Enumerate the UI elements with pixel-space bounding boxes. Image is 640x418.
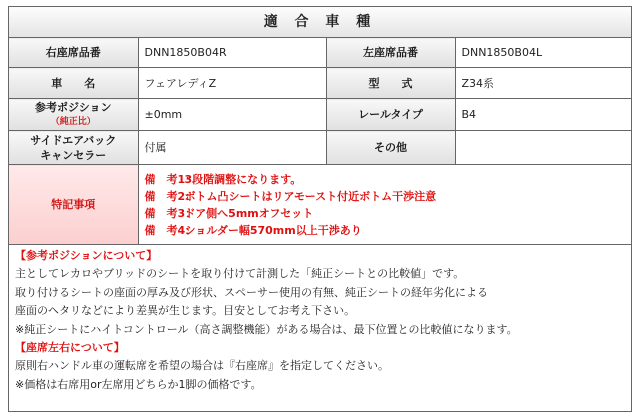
vehicle-name-label: 車 名 [9,68,138,99]
seat-side-info-line: 原則右ハンドル車の運転席を希望の場合は『右座席』を指定してください。 [15,359,389,373]
position-info-line: 主としてレカロやブリッドのシートを取り付けて計測した「純正シートとの比較値」です。 [15,267,465,281]
note-mark: 備 考2： [144,189,197,203]
model-code-value: Z34系 [455,68,631,99]
note-text: ボトム凸シートはリアモースト付近ボトム干渉注意 [184,189,437,203]
note-text: ショルダー幅570mm以上干渉あり [184,223,362,237]
note-text: ドア側へ5mmオフセット [184,206,314,220]
note-item [145,188,626,205]
other-label: その他 [326,131,455,165]
vehicle-name-value: フェアレディZ [138,68,326,99]
info-section [9,245,631,394]
fitment-sheet [8,6,632,412]
note-mark: 備 考4： [144,223,197,237]
position-info-line: 座面のヘタリなどにより差異が生じます。目安としてお考え下さい。 [15,304,356,318]
airbag-canceller-label-line1: サイドエアバック [30,133,117,147]
note-text: 3段階調整になります。 [184,172,302,186]
airbag-canceller-label-cell [9,131,138,165]
right-seat-label: 右座席品番 [9,38,138,68]
note-item [145,205,626,222]
airbag-canceller-label-line2: キャンセラー [40,148,107,162]
table-title: 適 合 車 種 [9,7,631,38]
rail-type-label: レールタイプ [326,99,455,131]
rail-type-value: B4 [455,99,631,131]
special-notes-label: 特記事項 [9,165,138,245]
other-value [455,131,631,165]
right-seat-part-number: DNN1850B04R [138,38,326,68]
reference-position-value: ±0mm [138,99,326,131]
reference-position-label-cell [9,99,138,131]
note-mark: 備 考3： [144,206,197,220]
left-seat-part-number: DNN1850B04L [455,38,631,68]
seat-side-info-heading: 【座席左右について】 [15,341,125,355]
airbag-canceller-value: 付属 [138,131,326,165]
note-mark: 備 考1： [144,172,197,186]
position-info-line: ※純正シートにハイトコントロール（高さ調整機能）がある場合は、最下位置との比較値になります。 [15,322,518,336]
position-info-heading: 【参考ポジションについて】 [15,249,158,262]
seat-side-info-line: ※価格は右席用or左席用どちらか1脚の価格です。 [15,377,262,391]
reference-position-sublabel: （純正比） [50,116,96,127]
special-notes-list [138,165,631,245]
fitment-table [9,7,631,245]
note-item [145,171,626,188]
position-info-line: 取り付けるシートの座面の厚み及び形状、スペーサー使用の有無、純正シートの経年劣化による [15,285,488,299]
model-code-label: 型 式 [326,68,455,99]
left-seat-label: 左座席品番 [326,38,455,68]
note-item [145,222,626,239]
reference-position-label: 参考ポジション [34,100,112,114]
